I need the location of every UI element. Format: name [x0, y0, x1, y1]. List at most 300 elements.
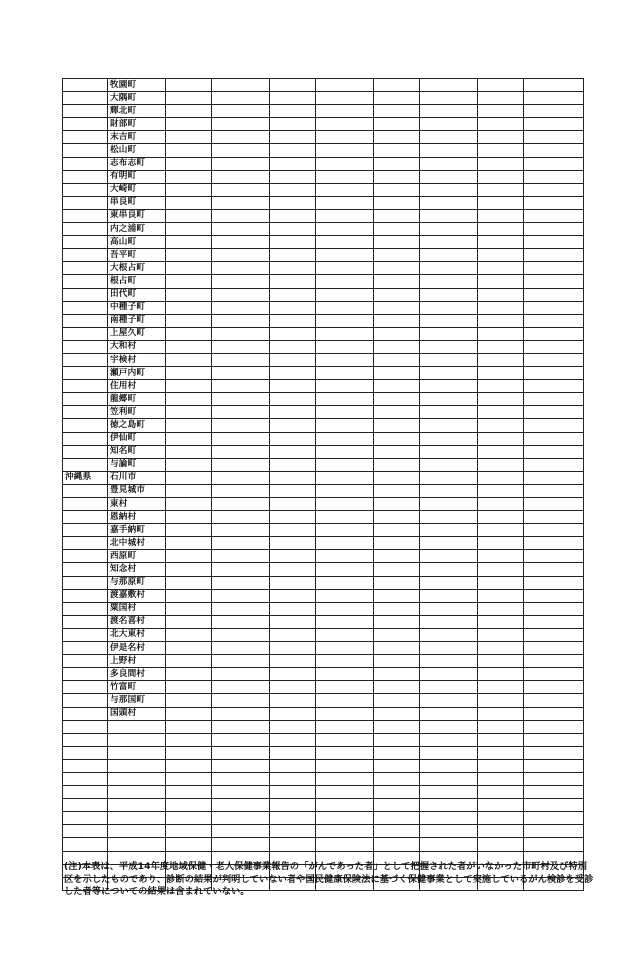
municipality-cell: 志布志町	[108, 157, 166, 170]
empty-cell	[270, 484, 316, 497]
empty-cell	[270, 812, 316, 825]
empty-cell	[316, 301, 374, 314]
empty-cell	[478, 262, 524, 275]
empty-cell	[212, 589, 270, 602]
prefecture-cell	[63, 79, 108, 92]
empty-cell	[316, 144, 374, 157]
prefecture-cell	[63, 301, 108, 314]
prefecture-cell	[63, 144, 108, 157]
empty-cell	[270, 537, 316, 550]
empty-cell	[374, 432, 420, 445]
municipality-cell: 龍郷町	[108, 393, 166, 406]
empty-cell	[270, 157, 316, 170]
empty-cell	[212, 458, 270, 471]
empty-cell	[212, 380, 270, 393]
prefecture-cell: 沖縄県	[63, 471, 108, 484]
empty-cell	[270, 655, 316, 668]
table-row	[63, 628, 584, 641]
empty-cell	[166, 445, 212, 458]
empty-cell	[166, 432, 212, 445]
empty-cell	[524, 602, 584, 615]
table-row	[63, 445, 584, 458]
empty-cell	[316, 327, 374, 340]
municipality-cell: 大崎町	[108, 183, 166, 196]
empty-cell	[270, 733, 316, 746]
empty-cell	[166, 720, 212, 733]
empty-cell	[374, 589, 420, 602]
empty-cell	[270, 196, 316, 209]
prefecture-cell	[63, 196, 108, 209]
municipality-cell: 内之浦町	[108, 223, 166, 236]
empty-cell	[374, 668, 420, 681]
empty-cell	[166, 786, 212, 799]
empty-cell	[212, 340, 270, 353]
municipality-cell: 与論町	[108, 458, 166, 471]
empty-cell	[478, 550, 524, 563]
empty-cell	[166, 92, 212, 105]
empty-cell	[316, 563, 374, 576]
empty-cell	[478, 642, 524, 655]
empty-cell	[478, 249, 524, 262]
prefecture-cell	[63, 668, 108, 681]
empty-cell	[524, 183, 584, 196]
table-row	[63, 694, 584, 707]
empty-cell	[212, 681, 270, 694]
empty-cell	[420, 223, 478, 236]
empty-cell	[524, 393, 584, 406]
empty-cell	[420, 511, 478, 524]
empty-cell	[420, 301, 478, 314]
empty-cell	[316, 589, 374, 602]
prefecture-cell	[63, 406, 108, 419]
empty-cell	[270, 615, 316, 628]
empty-cell	[524, 406, 584, 419]
empty-cell	[420, 720, 478, 733]
empty-cell	[316, 786, 374, 799]
empty-cell	[374, 380, 420, 393]
empty-cell	[270, 144, 316, 157]
empty-cell	[478, 367, 524, 380]
empty-cell	[270, 288, 316, 301]
municipality-cell: 大和村	[108, 340, 166, 353]
table-row	[63, 772, 584, 785]
empty-cell	[166, 367, 212, 380]
table-row	[63, 484, 584, 497]
table-row	[63, 786, 584, 799]
empty-cell	[420, 262, 478, 275]
empty-cell	[524, 694, 584, 707]
empty-cell	[212, 799, 270, 812]
empty-cell	[316, 249, 374, 262]
empty-cell	[524, 524, 584, 537]
empty-cell	[166, 707, 212, 720]
empty-cell	[212, 642, 270, 655]
table-row	[63, 550, 584, 563]
empty-cell	[478, 589, 524, 602]
prefecture-cell	[63, 236, 108, 249]
table-row	[63, 131, 584, 144]
empty-cell	[374, 118, 420, 131]
empty-cell	[524, 118, 584, 131]
empty-cell	[420, 340, 478, 353]
empty-cell	[166, 144, 212, 157]
empty-cell	[374, 249, 420, 262]
empty-cell	[478, 576, 524, 589]
empty-cell	[212, 367, 270, 380]
empty-cell	[166, 576, 212, 589]
empty-cell	[316, 170, 374, 183]
empty-cell	[478, 105, 524, 118]
empty-cell	[420, 589, 478, 602]
empty-cell	[374, 131, 420, 144]
table-row	[63, 419, 584, 432]
municipality-cell	[108, 786, 166, 799]
empty-cell	[166, 419, 212, 432]
empty-cell	[478, 537, 524, 550]
municipality-cell: 与那国町	[108, 694, 166, 707]
empty-cell	[478, 393, 524, 406]
table-row	[63, 759, 584, 772]
prefecture-cell	[63, 812, 108, 825]
municipality-cell	[108, 720, 166, 733]
empty-cell	[478, 118, 524, 131]
empty-cell	[478, 301, 524, 314]
empty-cell	[478, 799, 524, 812]
empty-cell	[316, 812, 374, 825]
empty-cell	[374, 576, 420, 589]
empty-cell	[270, 367, 316, 380]
empty-cell	[478, 511, 524, 524]
municipality-cell: 吾平町	[108, 249, 166, 262]
municipality-cell: 国頭村	[108, 707, 166, 720]
municipality-cell	[108, 759, 166, 772]
empty-cell	[166, 249, 212, 262]
empty-cell	[478, 327, 524, 340]
empty-cell	[478, 524, 524, 537]
table-row	[63, 537, 584, 550]
empty-cell	[524, 196, 584, 209]
empty-cell	[478, 707, 524, 720]
empty-cell	[524, 131, 584, 144]
empty-cell	[374, 236, 420, 249]
empty-cell	[316, 367, 374, 380]
empty-cell	[270, 380, 316, 393]
municipality-cell: 大根占町	[108, 262, 166, 275]
empty-cell	[166, 471, 212, 484]
empty-cell	[420, 144, 478, 157]
empty-cell	[166, 183, 212, 196]
empty-cell	[316, 759, 374, 772]
empty-cell	[316, 746, 374, 759]
empty-cell	[166, 838, 212, 851]
empty-cell	[270, 353, 316, 366]
municipality-cell: 瀬戸内町	[108, 367, 166, 380]
empty-cell	[374, 563, 420, 576]
prefecture-cell	[63, 340, 108, 353]
empty-cell	[166, 511, 212, 524]
empty-cell	[374, 419, 420, 432]
empty-cell	[316, 105, 374, 118]
empty-cell	[316, 628, 374, 641]
empty-cell	[374, 733, 420, 746]
prefecture-cell	[63, 314, 108, 327]
table-row	[63, 393, 584, 406]
table-row	[63, 105, 584, 118]
empty-cell	[374, 602, 420, 615]
prefecture-cell	[63, 524, 108, 537]
municipality-cell: 東串良町	[108, 209, 166, 222]
municipality-cell: 徳之島町	[108, 419, 166, 432]
empty-cell	[478, 655, 524, 668]
empty-cell	[316, 223, 374, 236]
empty-cell	[420, 327, 478, 340]
prefecture-cell	[63, 445, 108, 458]
table-row	[63, 668, 584, 681]
empty-cell	[270, 327, 316, 340]
empty-cell	[316, 642, 374, 655]
empty-cell	[374, 707, 420, 720]
municipality-cell: 恩納村	[108, 511, 166, 524]
empty-cell	[420, 157, 478, 170]
empty-cell	[166, 694, 212, 707]
empty-cell	[316, 484, 374, 497]
empty-cell	[420, 799, 478, 812]
empty-cell	[212, 406, 270, 419]
empty-cell	[212, 484, 270, 497]
empty-cell	[316, 92, 374, 105]
empty-cell	[270, 262, 316, 275]
empty-cell	[374, 511, 420, 524]
municipality-cell: 上野村	[108, 655, 166, 668]
empty-cell	[524, 458, 584, 471]
prefecture-cell	[63, 484, 108, 497]
municipality-cell: 嘉手納町	[108, 524, 166, 537]
empty-cell	[166, 563, 212, 576]
empty-cell	[166, 628, 212, 641]
empty-cell	[420, 196, 478, 209]
empty-cell	[374, 314, 420, 327]
empty-cell	[270, 183, 316, 196]
empty-cell	[316, 157, 374, 170]
empty-cell	[478, 668, 524, 681]
empty-cell	[524, 105, 584, 118]
table-row	[63, 576, 584, 589]
empty-cell	[524, 301, 584, 314]
prefecture-cell	[63, 419, 108, 432]
empty-cell	[212, 838, 270, 851]
empty-cell	[166, 393, 212, 406]
empty-cell	[420, 812, 478, 825]
table-row	[63, 406, 584, 419]
empty-cell	[478, 628, 524, 641]
table-row	[63, 746, 584, 759]
municipality-cell: 串良町	[108, 196, 166, 209]
prefecture-cell	[63, 589, 108, 602]
empty-cell	[212, 432, 270, 445]
empty-cell	[478, 615, 524, 628]
prefecture-cell	[63, 720, 108, 733]
prefecture-cell	[63, 602, 108, 615]
empty-cell	[270, 458, 316, 471]
empty-cell	[374, 628, 420, 641]
empty-cell	[212, 759, 270, 772]
empty-cell	[166, 157, 212, 170]
table-row	[63, 183, 584, 196]
empty-cell	[270, 602, 316, 615]
prefecture-cell	[63, 759, 108, 772]
table-row	[63, 458, 584, 471]
empty-cell	[374, 367, 420, 380]
empty-cell	[316, 576, 374, 589]
empty-cell	[420, 105, 478, 118]
municipality-cell: 南種子町	[108, 314, 166, 327]
empty-cell	[420, 458, 478, 471]
empty-cell	[478, 471, 524, 484]
empty-cell	[420, 367, 478, 380]
empty-cell	[420, 393, 478, 406]
empty-cell	[316, 131, 374, 144]
empty-cell	[478, 720, 524, 733]
empty-cell	[524, 838, 584, 851]
empty-cell	[478, 288, 524, 301]
table-row	[63, 288, 584, 301]
empty-cell	[420, 288, 478, 301]
municipality-cell: 有明町	[108, 170, 166, 183]
empty-cell	[420, 707, 478, 720]
prefecture-cell	[63, 655, 108, 668]
empty-cell	[270, 825, 316, 838]
empty-cell	[374, 694, 420, 707]
prefecture-cell	[63, 223, 108, 236]
empty-cell	[270, 498, 316, 511]
prefecture-cell	[63, 681, 108, 694]
empty-cell	[166, 327, 212, 340]
empty-cell	[420, 576, 478, 589]
empty-cell	[478, 196, 524, 209]
empty-cell	[374, 615, 420, 628]
empty-cell	[166, 209, 212, 222]
empty-cell	[478, 419, 524, 432]
empty-cell	[478, 432, 524, 445]
municipality-cell	[108, 812, 166, 825]
empty-cell	[524, 144, 584, 157]
empty-cell	[270, 511, 316, 524]
prefecture-cell	[63, 288, 108, 301]
empty-cell	[316, 511, 374, 524]
empty-cell	[316, 498, 374, 511]
table-row	[63, 236, 584, 249]
empty-cell	[478, 484, 524, 497]
prefecture-cell	[63, 262, 108, 275]
empty-cell	[524, 262, 584, 275]
empty-cell	[524, 681, 584, 694]
empty-cell	[524, 563, 584, 576]
table-row	[63, 209, 584, 222]
prefecture-cell	[63, 772, 108, 785]
empty-cell	[374, 183, 420, 196]
municipality-cell: 末吉町	[108, 131, 166, 144]
empty-cell	[212, 668, 270, 681]
empty-cell	[524, 707, 584, 720]
empty-cell	[166, 223, 212, 236]
empty-cell	[166, 655, 212, 668]
empty-cell	[166, 746, 212, 759]
empty-cell	[374, 209, 420, 222]
empty-cell	[524, 288, 584, 301]
empty-cell	[270, 642, 316, 655]
empty-cell	[374, 471, 420, 484]
empty-cell	[316, 419, 374, 432]
empty-cell	[166, 759, 212, 772]
municipality-cell: 笠利町	[108, 406, 166, 419]
municipality-cell	[108, 733, 166, 746]
empty-cell	[374, 681, 420, 694]
empty-cell	[212, 223, 270, 236]
table-row	[63, 655, 584, 668]
table-row	[63, 812, 584, 825]
empty-cell	[478, 183, 524, 196]
empty-cell	[316, 694, 374, 707]
empty-cell	[524, 589, 584, 602]
empty-cell	[374, 838, 420, 851]
empty-cell	[212, 92, 270, 105]
empty-cell	[212, 812, 270, 825]
empty-cell	[420, 380, 478, 393]
municipality-cell: 東村	[108, 498, 166, 511]
municipality-cell	[108, 825, 166, 838]
municipality-cell: 渡嘉敷村	[108, 589, 166, 602]
empty-cell	[524, 223, 584, 236]
empty-cell	[270, 170, 316, 183]
municipality-cell: 伊是名村	[108, 642, 166, 655]
empty-cell	[316, 406, 374, 419]
empty-cell	[524, 655, 584, 668]
table-row	[63, 353, 584, 366]
empty-cell	[374, 746, 420, 759]
prefecture-cell	[63, 642, 108, 655]
empty-cell	[212, 262, 270, 275]
empty-cell	[374, 301, 420, 314]
empty-cell	[270, 799, 316, 812]
empty-cell	[374, 353, 420, 366]
empty-cell	[374, 524, 420, 537]
municipality-cell: 田代町	[108, 288, 166, 301]
empty-cell	[478, 602, 524, 615]
empty-cell	[212, 79, 270, 92]
empty-cell	[524, 772, 584, 785]
empty-cell	[270, 118, 316, 131]
empty-cell	[166, 406, 212, 419]
municipality-cell: 石川市	[108, 471, 166, 484]
table-row	[63, 79, 584, 92]
prefecture-cell	[63, 170, 108, 183]
prefecture-cell	[63, 458, 108, 471]
empty-cell	[524, 550, 584, 563]
prefecture-cell	[63, 92, 108, 105]
prefecture-cell	[63, 563, 108, 576]
empty-cell	[374, 655, 420, 668]
empty-cell	[270, 249, 316, 262]
empty-cell	[316, 380, 374, 393]
empty-cell	[212, 772, 270, 785]
table-row	[63, 118, 584, 131]
empty-cell	[316, 445, 374, 458]
municipality-cell: 北大東村	[108, 628, 166, 641]
empty-cell	[478, 353, 524, 366]
empty-cell	[478, 236, 524, 249]
empty-cell	[524, 812, 584, 825]
empty-cell	[524, 825, 584, 838]
